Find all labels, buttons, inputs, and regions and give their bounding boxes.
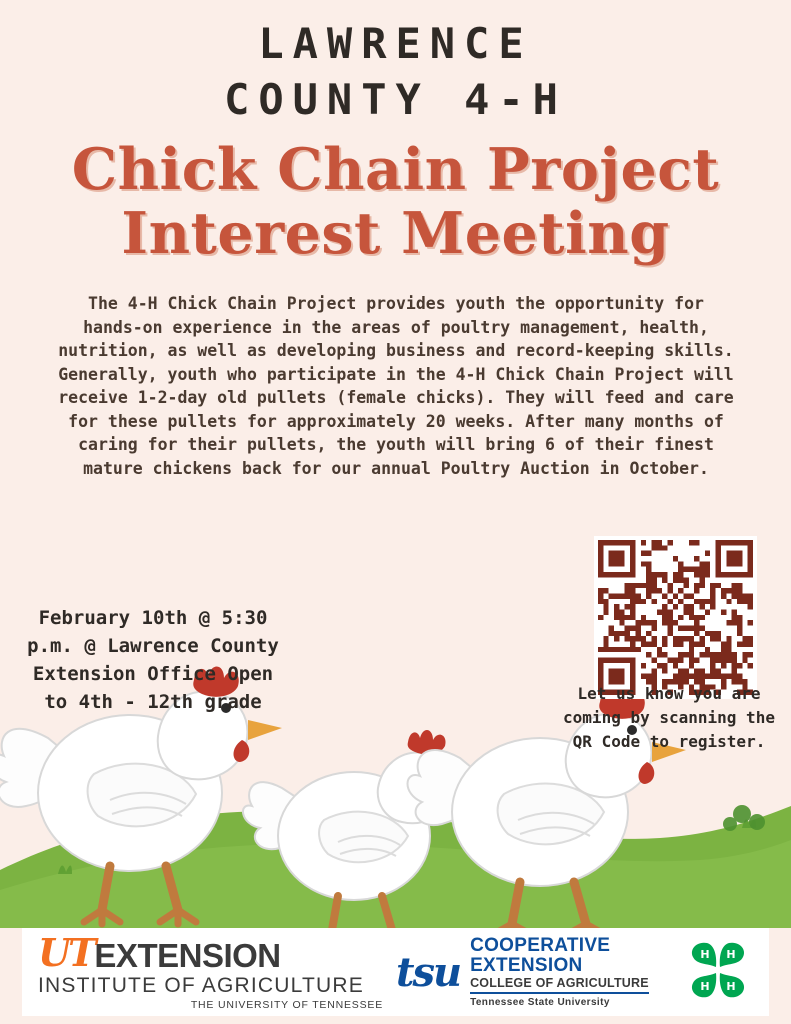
tsu-extension-logo: [396, 936, 649, 1008]
ut-extension-text: EXTENSION: [94, 936, 281, 974]
qr-code[interactable]: [594, 536, 757, 699]
svg-text:H: H: [726, 980, 736, 993]
four-h-clover-icon: [681, 933, 755, 1011]
tsu-cooperative-text: COOPERATIVE: [470, 935, 611, 956]
title-line-1: Chick Chain Project: [71, 136, 720, 203]
header-line-1: LAWRENCE: [258, 19, 533, 68]
svg-text:H: H: [726, 948, 736, 961]
header-line-2: COUNTY 4-H: [224, 75, 567, 124]
ut-wordmark: UT: [38, 929, 94, 975]
title-line-2: Interest Meeting: [121, 200, 670, 267]
tsu-wordmark: tsu: [396, 948, 461, 996]
ut-extension-logo: [22, 929, 383, 1011]
ut-university-text: THE UNIVERSITY OF TENNESSEE: [190, 998, 383, 1011]
event-details: February 10th @ 5:30 p.m. @ Lawrence County Extension Office Open to 4th - 12th grade: [27, 607, 279, 713]
qr-caption: Let us know you are coming by scanning the QR Code to register.: [563, 684, 775, 751]
ut-institute-text: INSTITUTE OF AGRICULTURE: [38, 973, 364, 997]
svg-text:H: H: [700, 948, 710, 961]
qr-code-image: [598, 540, 753, 695]
page-title: [0, 138, 791, 266]
tsu-university-text: Tennessee State University: [470, 997, 610, 1008]
footer-logos-bar: [22, 928, 769, 1016]
svg-text:H: H: [700, 980, 710, 993]
tsu-college-text: COLLEGE OF AGRICULTURE: [470, 976, 649, 994]
tsu-extension-text: EXTENSION: [470, 955, 583, 976]
description-paragraph: The 4-H Chick Chain Project provides youth the opportunity for hands-on experience in the areas of poultry management, health, nutrition, as well as developing business and record-keeping skills. Generally, youth who participate in the 4-H Chick Chain Project will receive 1-2-day old pullets (female chicks). They will feed and care for these pullets for approximately 20 weeks. After many months of caring for their pullets, the youth will bring 6 of their finest mature chickens back for our annual Poultry Auction in October.: [58, 294, 734, 478]
